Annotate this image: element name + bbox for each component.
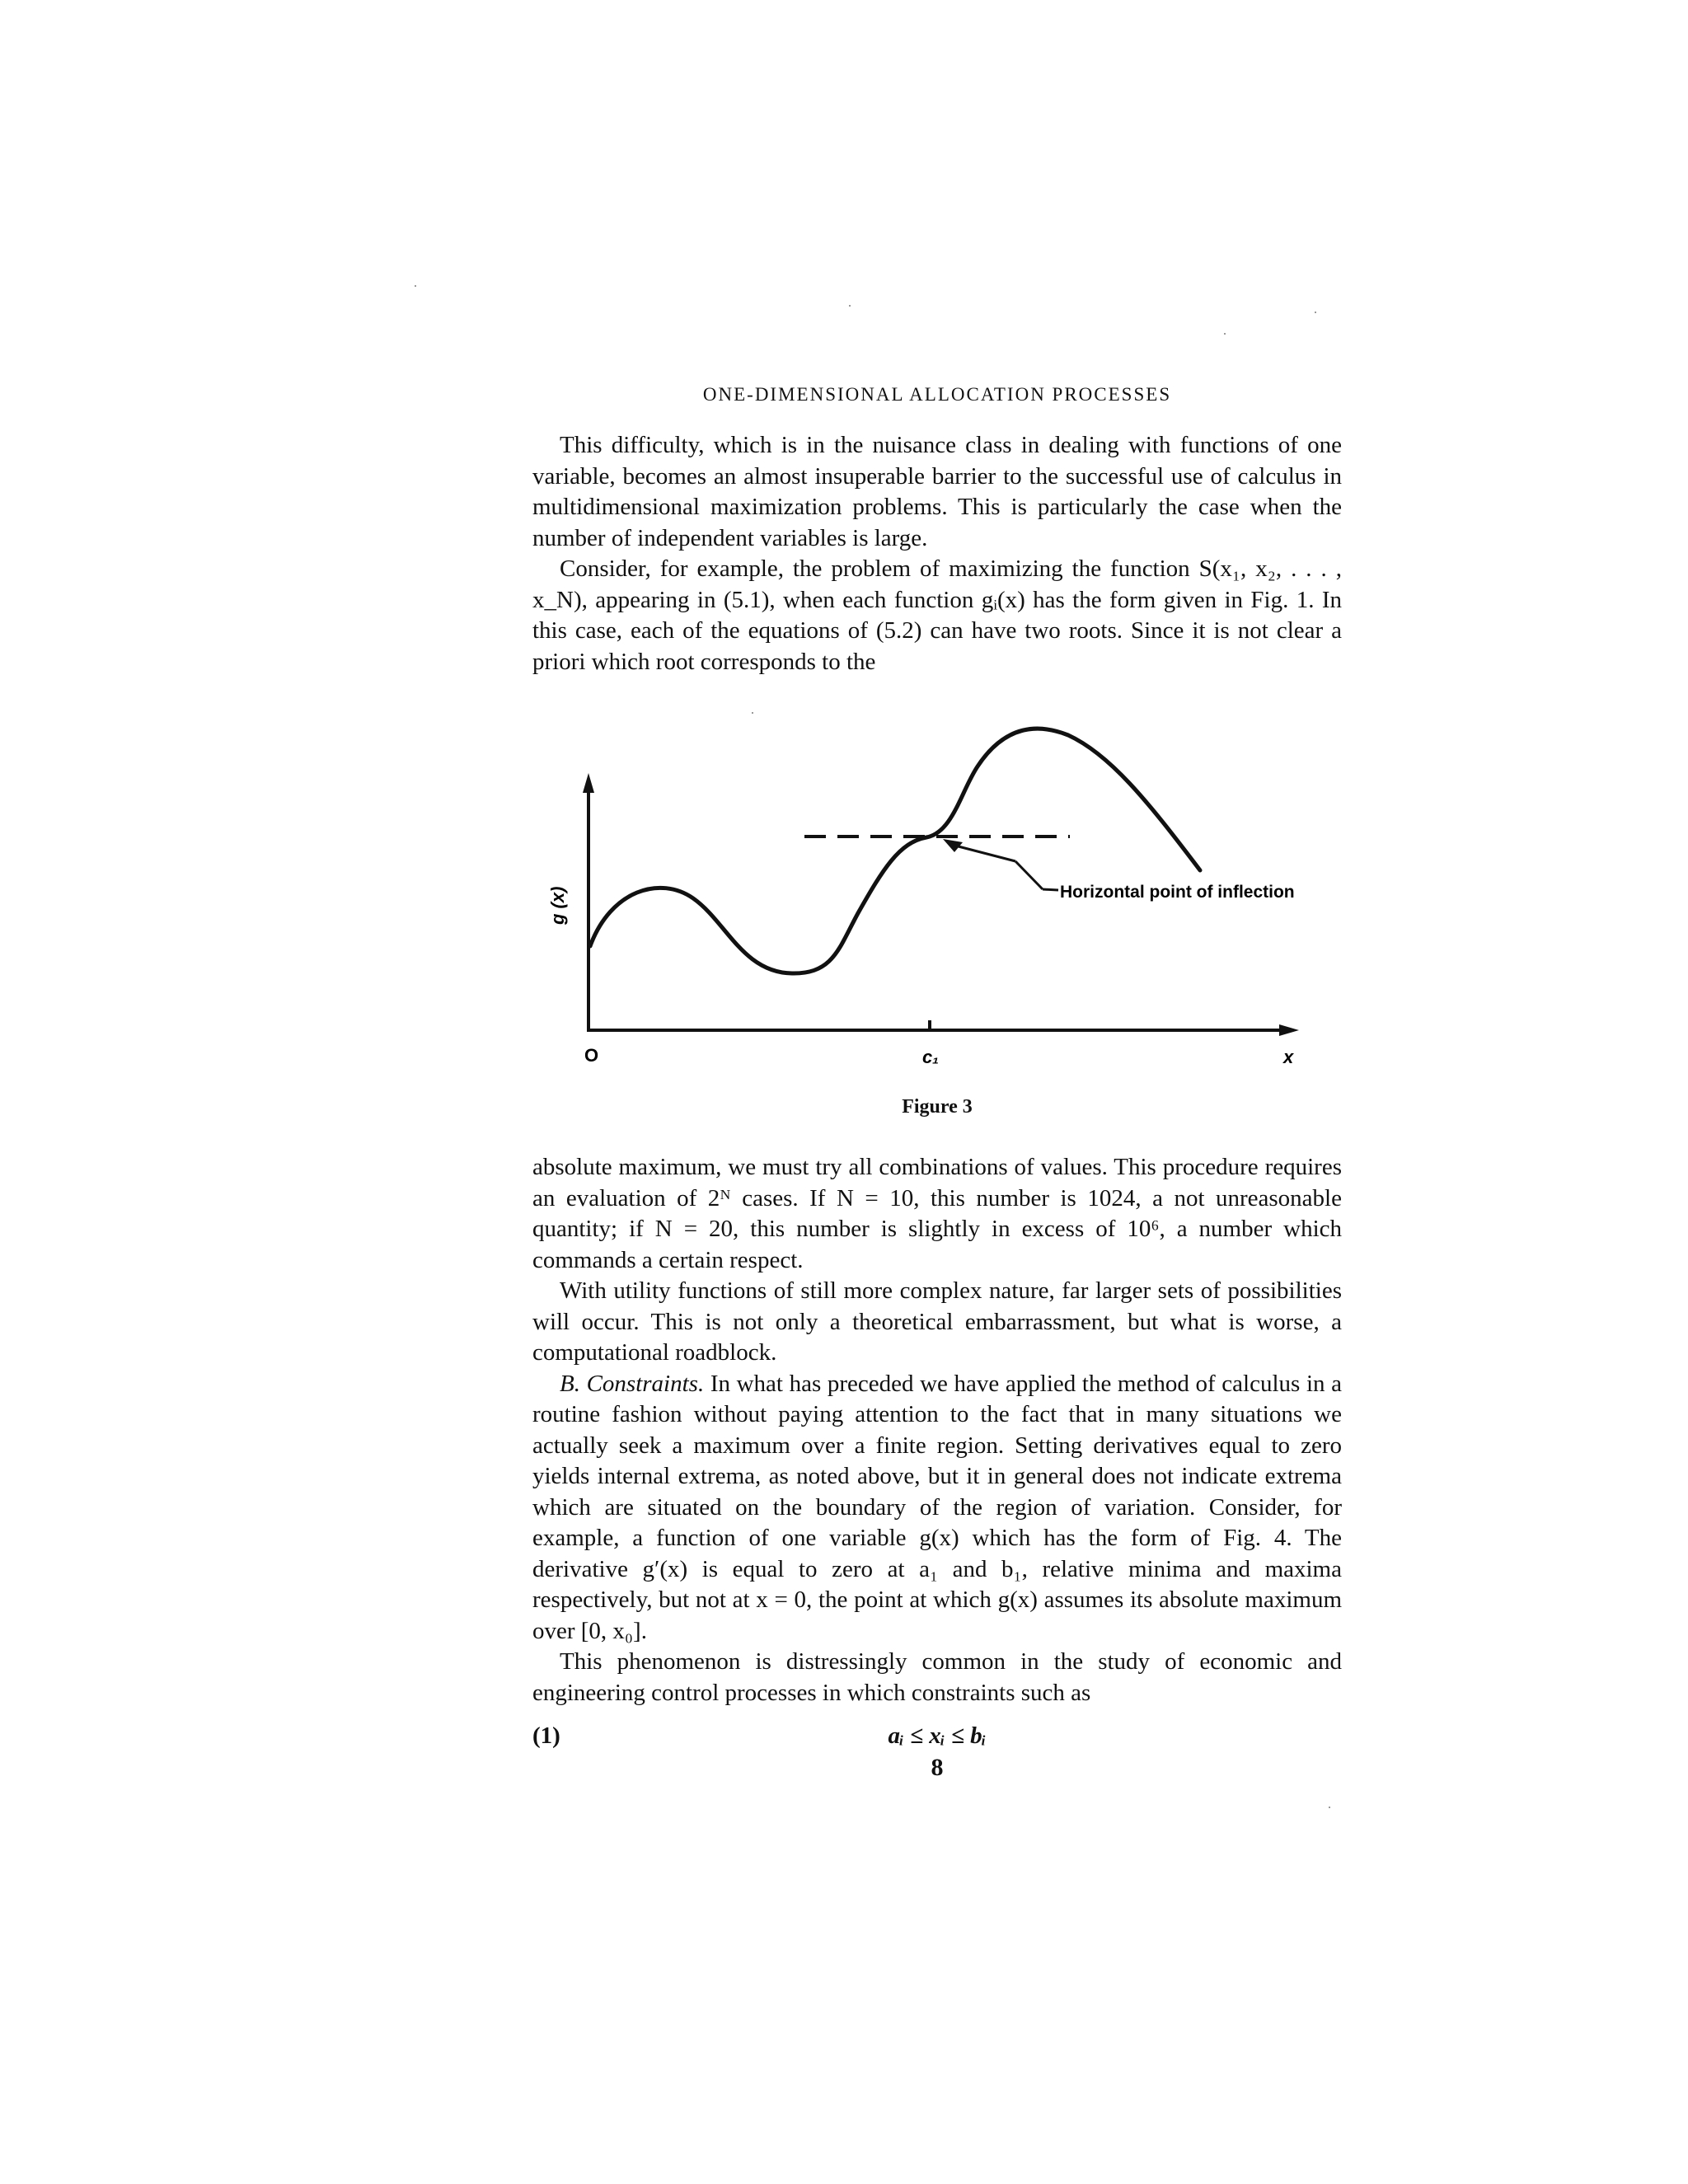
figure-3-plot <box>532 701 1357 1096</box>
paragraph-constraints <box>532 1369 1342 1647</box>
running-head: ONE-DIMENSIONAL ALLOCATION PROCESSES <box>702 384 1172 405</box>
equation-number: (1) <box>532 1722 560 1749</box>
equation-body: aᵢ ≤ xᵢ ≤ bᵢ <box>888 1722 987 1749</box>
equation-1 <box>532 1722 1342 1755</box>
scan-speck <box>415 285 416 287</box>
scan-speck <box>1329 1807 1330 1808</box>
annotation-leader-tail <box>1043 889 1058 890</box>
paragraph-absolute-maximum: absolute maximum, we must try all combinations of values. This procedure requires an evaluation of 2ᴺ cases. If N = 10, this number is 1024, a not unreasonable quantity; if N = 20, this number is slightly in excess of 10⁶, a number which commands a certain respect. <box>532 1154 1342 1273</box>
scan-speck <box>849 305 851 307</box>
curve-g-of-x <box>590 729 1200 973</box>
origin-label: O <box>584 1045 599 1066</box>
paragraph-utility-functions: With utility functions of still more complex nature, far larger sets of possibilities will occur. This is not only a theoretical embarrassment, but what is worse, a computational roadblock. <box>532 1277 1342 1366</box>
x-axis-label: x <box>1283 1047 1294 1067</box>
c1-label: c₁ <box>922 1047 939 1067</box>
page-number: 8 <box>931 1754 944 1781</box>
body-text-middle <box>532 1152 1342 1708</box>
constraints-body: In what has preceded we have applied the method of calculus in a routine fashion without paying attention to the fact that in many situations we actually seek a maximum over a finite region. Setting derivatives equal to zero yields internal extrema, as noted above, but it in general does not indicate extrema which are situated on the boundary of the region of variation. Consider, for example, a function of one variable g(x) which has the form of Fig. 4. The derivative g′(x) is equal to zero at a₁ and b₁, relative minima and maxima respectively, but not at x = 0, the point at which g(x) assumes its absolute maximum over [0, x₀]. <box>532 1370 1342 1644</box>
constraints-heading: B. Constraints. <box>560 1370 705 1397</box>
body-text-top <box>532 430 1342 677</box>
scan-speck <box>1315 312 1316 313</box>
paragraph-phenomenon: This phenomenon is distressingly common in the study of economic and engineering control processes in which constraints such as <box>532 1648 1342 1706</box>
annotation-label: Horizontal point of inflection <box>1060 883 1295 902</box>
paragraph-difficulty: This difficulty, which is in the nuisance class in dealing with functions of one variable, becomes an almost insuperable barrier to the successful use of calculus in multidimensional maximization problems. This is particularly the case when the number of independent variables is large. <box>532 432 1342 551</box>
paragraph-consider-example: Consider, for example, the problem of maximizing the function S(x₁, x₂, . . . , x_N), appearing in (5.1), when each function gᵢ(x) has the form given in Fig. 1. In this case, each of the equations of (5.2) can have two roots. Since it is not clear a priori which root corresponds to the <box>532 555 1342 675</box>
scan-speck <box>752 712 753 714</box>
annotation-arrow-shaft <box>952 845 1015 861</box>
annotation-leader <box>1015 861 1043 889</box>
x-axis-arrowhead <box>1279 1024 1299 1036</box>
scan-speck <box>1224 333 1226 335</box>
y-axis-arrowhead <box>583 773 594 793</box>
figure-3 <box>532 701 1357 1096</box>
y-axis-label: g (x) <box>547 886 568 925</box>
figure-caption: Figure 3 <box>902 1096 973 1118</box>
